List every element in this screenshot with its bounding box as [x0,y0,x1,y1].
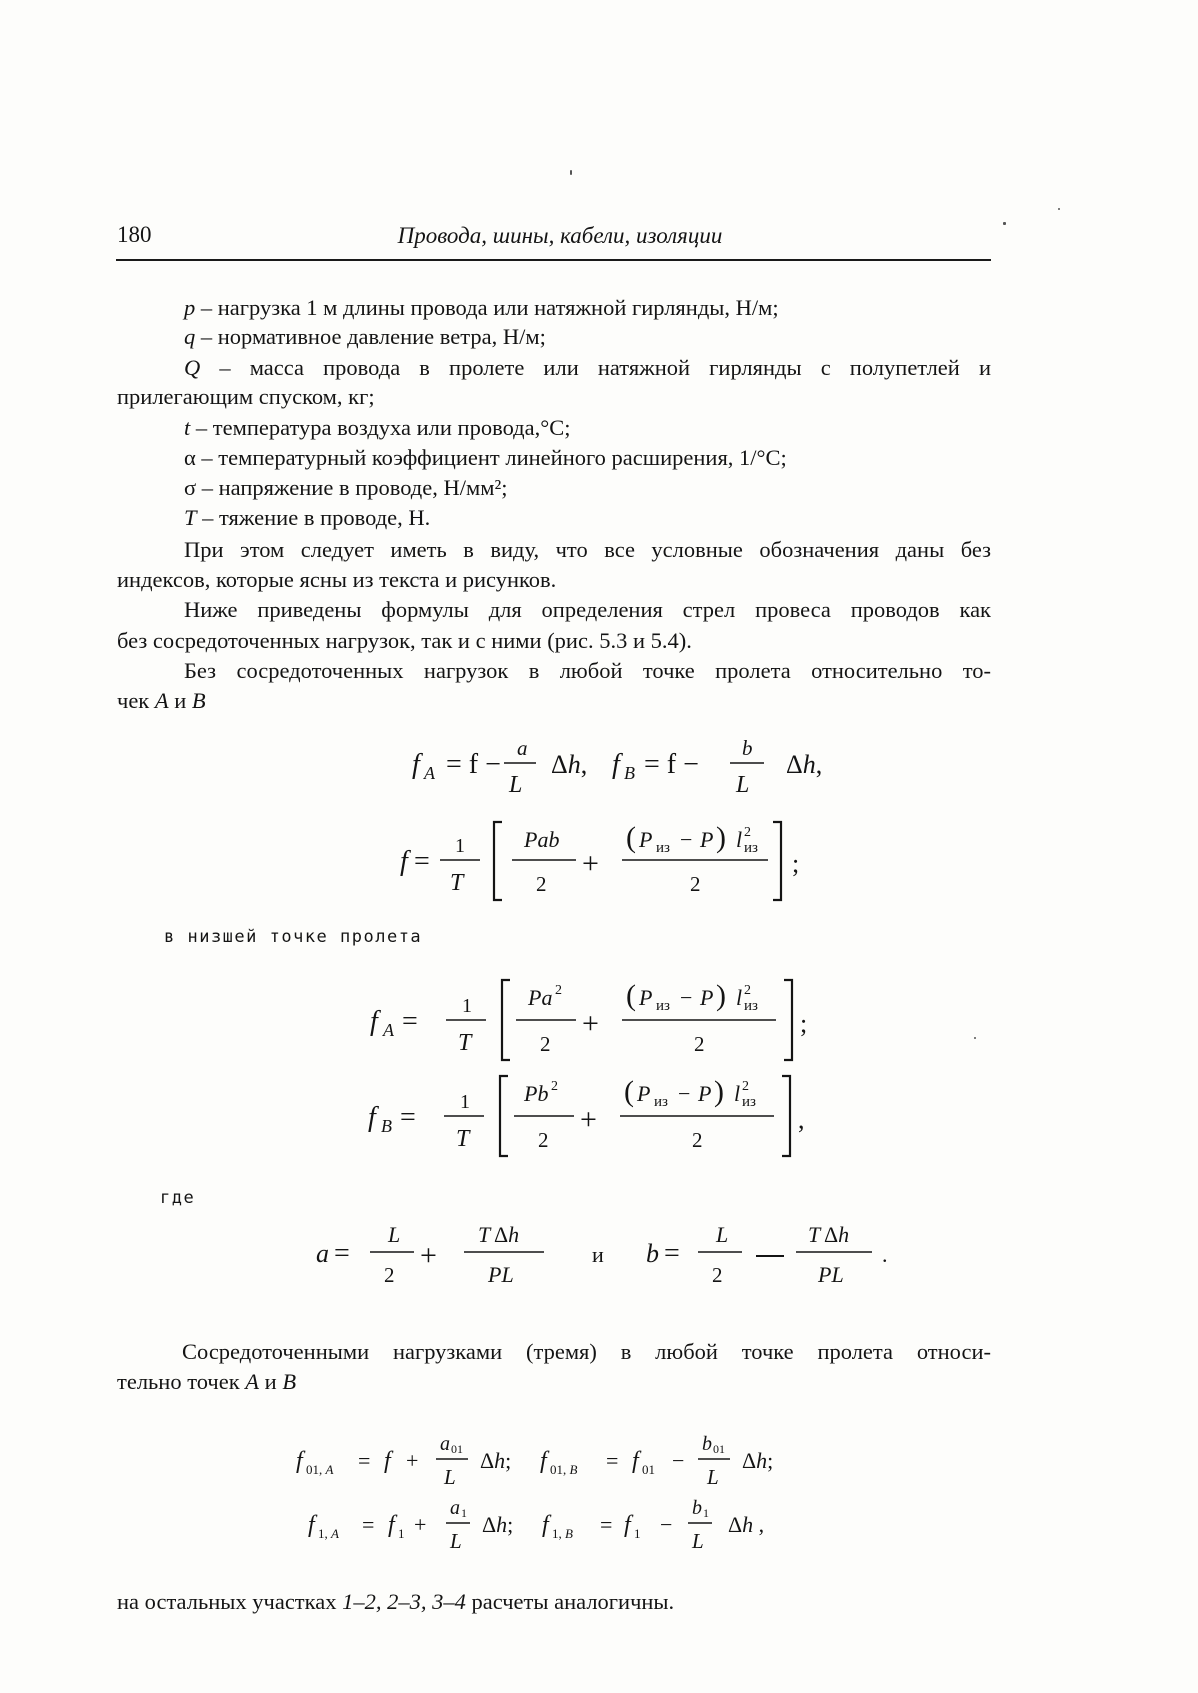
scan-speck [1003,222,1006,225]
svg-text:P: P [639,985,653,1010]
svg-text:l: l [734,1081,741,1106]
svg-text:=: = [414,846,430,877]
svg-text:01, B: 01, B [550,1462,578,1477]
svg-text:T: T [456,1126,470,1152]
svg-text:+: + [414,1512,427,1537]
svg-text:L: L [692,1529,704,1553]
legend-text: – напряжение в проводе, Н/мм²; [196,475,508,500]
svg-text:+: + [582,847,599,880]
svg-text:+: + [420,1239,437,1272]
svg-text:L: L [707,1465,719,1489]
svg-text:1, A: 1, A [318,1526,339,1541]
svg-text:2: 2 [694,1032,705,1056]
svg-text:−: − [678,1081,691,1106]
svg-text:f: f [542,1512,549,1538]
svg-text:f: f [624,1512,631,1538]
svg-text:f: f [296,1448,303,1474]
svg-text:−: − [660,1512,673,1537]
loads-line-1: Сосредоточенными нагрузками (тремя) в любой точке пролета относи- [182,1339,991,1364]
svg-text:и: и [592,1242,604,1267]
formula-eq1 [412,736,822,798]
svg-text:f: f [370,1006,378,1037]
svg-text:=: = [600,1512,613,1537]
svg-text:=: = [400,1102,416,1133]
svg-text:−: − [672,1448,685,1473]
svg-text:2: 2 [538,1128,549,1152]
svg-text:Δh: Δh [824,1222,850,1247]
svg-text:−: − [680,827,693,852]
legend-symbol: q [184,324,196,349]
svg-text:= f −: = f − [446,749,501,780]
svg-text:Δh: Δh [494,1222,520,1247]
svg-text:f: f [400,846,408,877]
svg-text:−: − [680,985,693,1010]
svg-text:1: 1 [634,1526,641,1541]
svg-text:B: B [624,763,635,783]
svg-text:P: P [639,827,653,852]
svg-text:L: L [444,1465,456,1489]
where-caption: где [160,1188,196,1208]
note-line-1: При этом следует иметь в виду, что все условные обозначения даны без [184,537,991,562]
intro-line-1: Ниже приведены формулы для определения стрел провеса проводов как [184,597,991,622]
svg-text:f: f [612,749,620,780]
svg-text:из: из [742,1094,756,1110]
svg-text:01, A: 01, A [306,1462,334,1477]
svg-text:+: + [582,1007,599,1040]
svg-text:P: P [637,1081,651,1106]
svg-text:2: 2 [384,1263,395,1287]
legend-text: – температура воздуха или провода,°С; [190,415,571,440]
svg-text:.: . [882,1242,888,1267]
svg-text:01: 01 [713,1442,725,1456]
svg-text:Δh;: Δh; [742,1448,774,1473]
svg-text:,: , [798,1105,805,1134]
svg-text:+: + [406,1448,419,1473]
svg-text:b: b [742,736,753,760]
svg-text:2: 2 [551,1079,558,1094]
svg-text:01: 01 [642,1462,655,1477]
svg-text:Pab: Pab [524,827,560,852]
legend-text: – масса провода в пролете или натяжной гирлянды с полупетлей и [200,355,991,380]
svg-text:2: 2 [536,872,547,896]
lowest-point-caption: в низшей точке пролета [164,927,423,947]
svg-text:=: = [402,1006,418,1037]
scan-speck [1058,208,1060,210]
svg-text:из: из [656,998,670,1014]
svg-text:f: f [388,1512,395,1538]
svg-text:1: 1 [462,995,472,1017]
svg-text:L: L [736,772,750,798]
svg-text:b: b [692,1497,702,1519]
svg-text:=: = [362,1512,375,1537]
formula-eq7 [308,1497,764,1553]
legend-text: – нормативное давление ветра, Н/м; [195,324,546,349]
svg-text:;: ; [792,849,800,878]
svg-text:f: f [540,1448,547,1474]
intro-line-2: без сосредоточенных нагрузок, так и с ними (рис. 5.3 и 5.4). [117,628,692,653]
svg-text:B: B [381,1116,392,1136]
svg-text:=: = [606,1448,619,1473]
svg-text:PL: PL [488,1262,514,1287]
svg-text:P: P [700,985,714,1010]
svg-text:2: 2 [555,983,562,998]
svg-text:L: L [450,1529,462,1553]
svg-text:a: a [316,1239,329,1268]
svg-text:A: A [424,763,435,783]
no-loads-line-2: чек A и B [117,688,206,713]
svg-text:(: ( [626,979,636,1012]
svg-text:): ) [714,1075,724,1108]
formula-eq4 [368,1075,805,1156]
svg-text:1: 1 [398,1526,405,1541]
svg-text:+: + [580,1103,597,1136]
svg-text:1: 1 [455,835,465,857]
svg-text:T: T [458,1030,472,1056]
svg-text:2: 2 [744,825,751,840]
no-loads-line-1: Без сосредоточенных нагрузок в любой точке пролета относительно то- [184,658,991,683]
svg-text:Δh ,: Δh , [728,1512,765,1537]
legend-item-Q-line2: прилегающим спуском, кг; [117,384,375,409]
svg-text:L: L [716,1222,729,1247]
svg-text:A: A [383,1020,394,1040]
svg-text:a: a [517,736,528,760]
svg-text:Δh,: Δh, [786,750,823,779]
svg-text:b: b [702,1433,712,1455]
legend-symbol: Q [184,355,201,380]
svg-text:f: f [308,1512,315,1538]
svg-text:Δh,: Δh, [551,750,588,779]
formula-eq5 [316,1222,888,1287]
svg-text:1, B: 1, B [552,1526,573,1541]
svg-text:1: 1 [461,1506,467,1520]
svg-text:2: 2 [742,1079,749,1094]
svg-text:Δh;: Δh; [482,1512,514,1537]
svg-text:;: ; [800,1009,808,1038]
svg-text:= f −: = f − [644,749,699,780]
loads-line-2: тельно точек A и B [117,1369,297,1394]
legend-symbol: p [184,295,196,320]
svg-text:P: P [698,1081,712,1106]
legend-symbol: α [184,445,196,470]
svg-text:из: из [656,840,670,856]
svg-text:f: f [368,1102,376,1133]
svg-text:T: T [478,1222,491,1247]
svg-text:a: a [440,1433,450,1455]
legend-symbol: t [184,415,191,440]
svg-text:f: f [412,749,420,780]
svg-text:из: из [744,840,758,856]
legend-text: – нагрузка 1 м длины провода или натяжной гирлянды, Н/м; [195,295,779,320]
legend-text: – тяжение в проводе, Н. [196,505,431,530]
svg-text:Pb: Pb [524,1081,549,1106]
legend-symbol: T [184,505,197,530]
svg-text:1: 1 [460,1091,470,1113]
svg-text:T: T [808,1222,821,1247]
svg-text:2: 2 [692,1128,703,1152]
formula-eq6 [296,1433,773,1489]
svg-text:=: = [664,1238,680,1269]
svg-text:2: 2 [712,1263,723,1287]
svg-text:): ) [716,979,726,1012]
svg-text:1: 1 [703,1506,709,1520]
svg-text:PL: PL [818,1262,844,1287]
svg-text:из: из [744,998,758,1014]
svg-text:2: 2 [540,1032,551,1056]
scan-speck [974,1037,976,1039]
formula-eq2 [400,821,799,900]
svg-text:b: b [646,1239,659,1268]
svg-text:01: 01 [451,1442,463,1456]
svg-text:a: a [450,1497,460,1519]
scan-speck [570,170,572,175]
legend-symbol: σ [184,475,197,500]
svg-text:(: ( [626,821,636,854]
svg-text:=: = [358,1448,371,1473]
svg-text:L: L [388,1222,401,1247]
svg-text:T: T [450,870,464,896]
svg-text:2: 2 [744,983,751,998]
note-line-2: индексов, которые ясны из текста и рисунков. [117,567,557,592]
svg-text:L: L [509,772,523,798]
final-line: на остальных участках 1–2, 2–3, 3–4 расчеты аналогичны. [117,1589,675,1614]
svg-text:): ) [716,821,726,854]
svg-text:l: l [736,827,743,852]
page-number: 180 [117,222,152,247]
svg-text:f: f [632,1448,639,1474]
formula-eq3 [370,979,807,1060]
svg-text:Δh;: Δh; [480,1448,512,1473]
legend-text: – температурный коэффициент линейного расширения, 1/°С; [195,445,787,470]
svg-text:Pa: Pa [528,985,553,1010]
svg-text:2: 2 [690,872,701,896]
svg-text:=: = [334,1238,350,1269]
running-title: Провода, шины, кабели, изоляции [397,223,723,248]
svg-text:P: P [700,827,714,852]
svg-text:(: ( [624,1075,634,1108]
svg-text:l: l [736,985,743,1010]
svg-text:f: f [384,1448,391,1474]
svg-text:из: из [654,1094,668,1110]
